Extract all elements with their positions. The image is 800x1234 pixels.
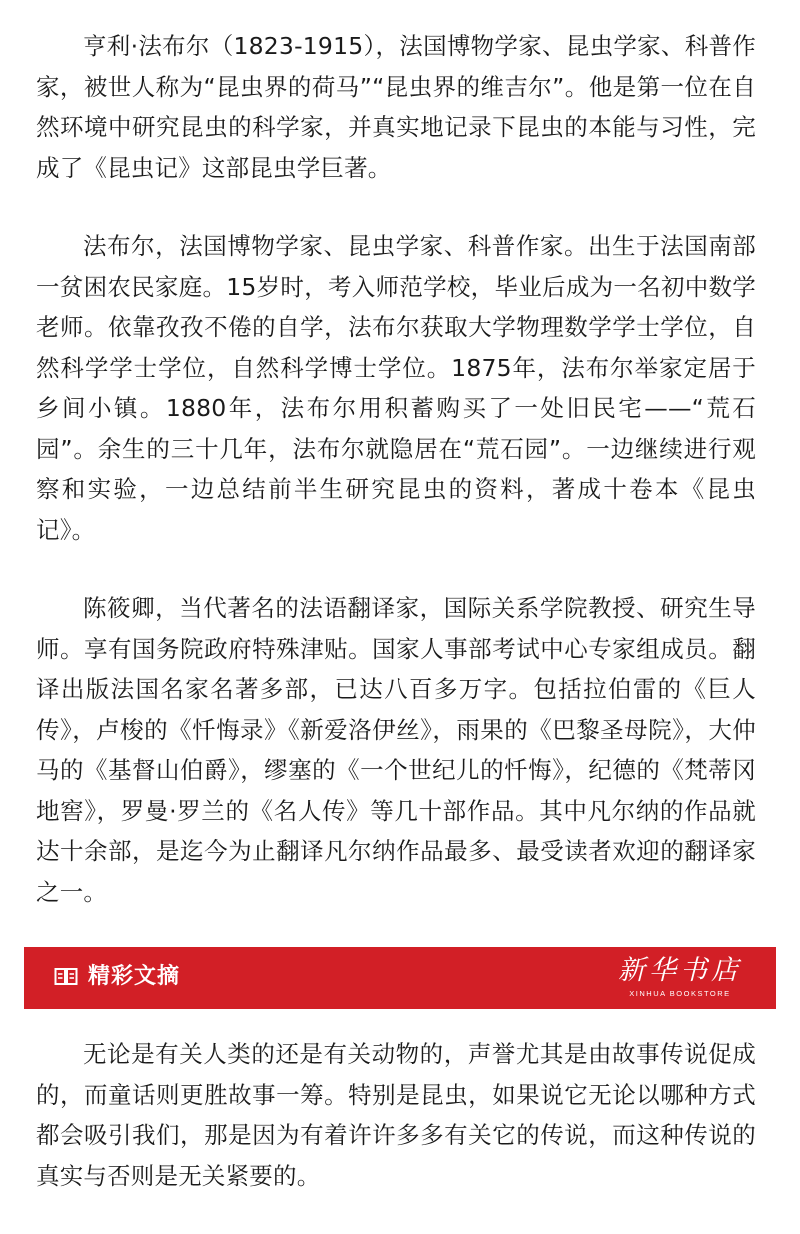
paragraph-translator: 陈筱卿，当代著名的法语翻译家，国际关系学院教授、研究生导师。享有国务院政府特殊津贴。国家人事部考试中心专家组成员。翻译出版法国名家名著多部，已达八百多万字。包括拉伯雷的《巨人传》，卢梭的《忏悔录》《新爱洛伊丝》，雨果的《巴黎圣母院》，大仲马的《基督山伯爵》，缪塞的《一个世纪儿的忏悔》，纪德的《梵蒂冈地窖》，罗曼·罗兰的《名人传》等几十部作品。其中凡尔纳的作品就达十余部，是迄今为止翻译凡尔纳作品最多、最受读者欢迎的翻译家之一。 xyxy=(36,594,756,906)
paragraph-excerpt: 无论是有关人类的还是有关动物的，声誉尤其是由故事传说促成的，而童话则更胜故事一筹。特别是昆虫，如果说它无论以哪种方式都会吸引我们，那是因为有着许许多多有关它的传说，而这种传说的真实与否则是无关紧要的。 xyxy=(36,1040,756,1190)
bio-section xyxy=(36,26,756,950)
paragraph-fabre-intro: 亨利·法布尔（1823-1915），法国博物学家、昆虫学家、科普作家，被世人称为“昆虫界的荷马”“昆虫界的维吉尔”。他是第一位在自然环境中研究昆虫的科学家，并真实地记录下昆虫的本能与习性，完成了《昆虫记》这部昆虫学巨著。 xyxy=(36,32,756,182)
section-banner xyxy=(24,947,776,1009)
paragraph-fabre-life: 法布尔，法国博物学家、昆虫学家、科普作家。出生于法国南部一贫困农民家庭。15岁时，考入师范学校，毕业后成为一名初中数学老师。依靠孜孜不倦的自学，法布尔获取大学物理数学学士学位，自然科学学士学位，自然科学博士学位。1875年，法布尔举家定居于乡间小镇。1880年，法布尔用积蓄购买了一处旧民宅——“荒石园”。余生的三十几年，法布尔就隐居在“荒石园”。一边继续进行观察和实验，一边总结前半生研究昆虫的资料，著成十卷本《昆虫记》。 xyxy=(36,232,756,544)
banner-title: 精彩文摘 xyxy=(88,964,181,989)
excerpt-section xyxy=(36,1034,756,1234)
logo-english-text: XINHUA BOOKSTORE xyxy=(629,989,731,998)
open-book-icon xyxy=(54,967,78,987)
logo-chinese-text: 新华书店 xyxy=(618,955,742,986)
xinhua-bookstore-logo xyxy=(610,955,750,1003)
